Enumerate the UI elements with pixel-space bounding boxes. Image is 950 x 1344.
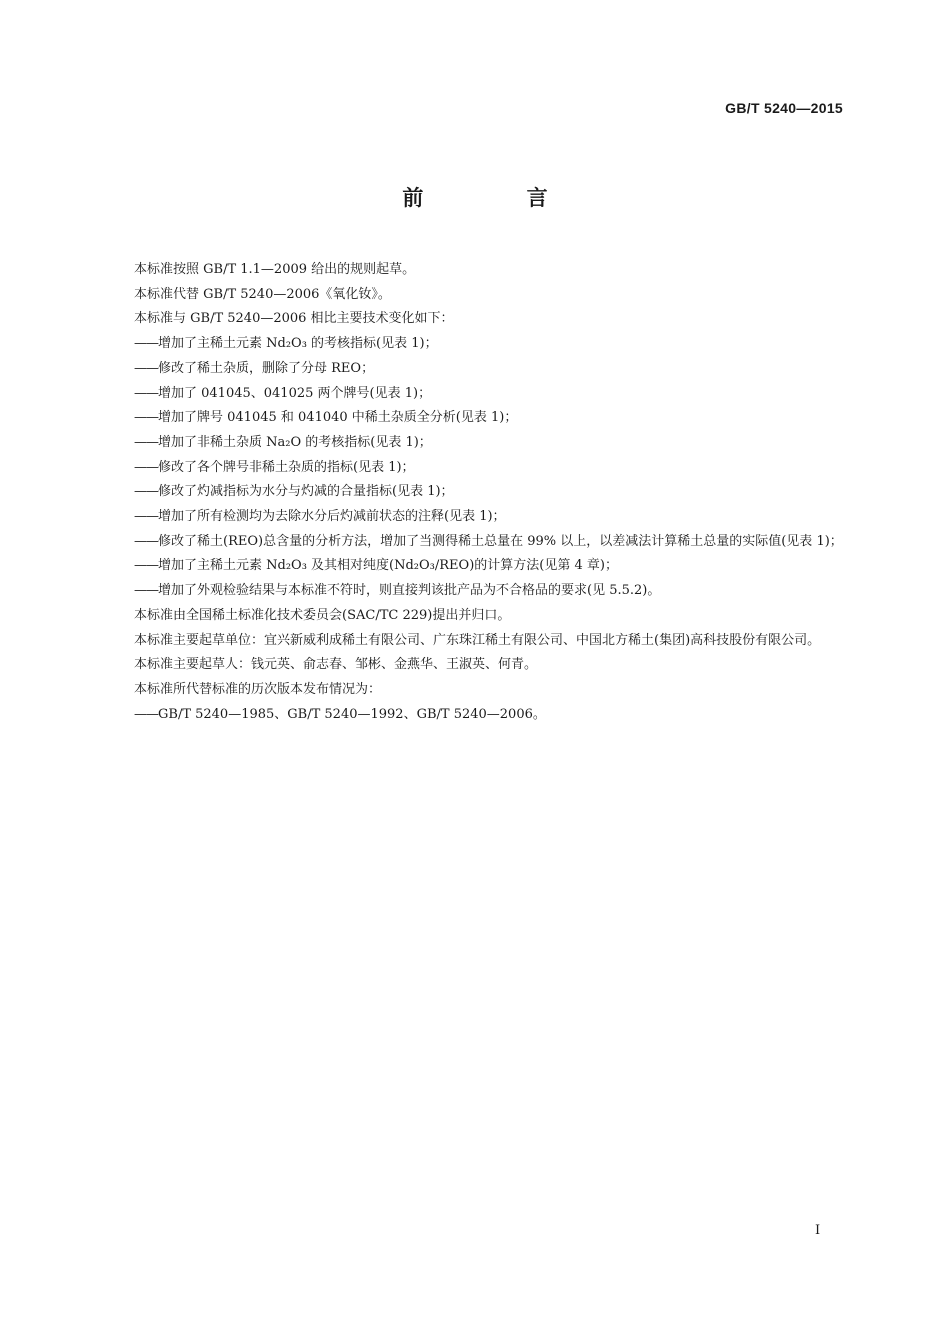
change-item — [108, 406, 844, 431]
change-item — [108, 554, 844, 579]
change-item-text: 增加了牌号 041045 和 041040 中稀土杂质全分析(见表 1)； — [158, 410, 518, 426]
dash-marker: —— — [134, 533, 158, 549]
paragraph-drafters: 本标准主要起草人：钱元英、俞志春、邹彬、金燕华、王淑英、何青。 — [134, 657, 538, 673]
history-item — [108, 703, 844, 728]
paragraph-replaces: 本标准代替 GB/T 5240—2006《氧化钕》。 — [134, 286, 391, 302]
change-item — [108, 332, 844, 357]
paragraph-changes-intro: 本标准与 GB/T 5240—2006 相比主要技术变化如下： — [134, 311, 454, 327]
history-item-text: GB/T 5240—1985、GB/T 5240—1992、GB/T 5240—2006。 — [158, 706, 546, 722]
dash-marker: —— — [134, 434, 158, 450]
paragraph-drafting-rules: 本标准按照 GB/T 1.1—2009 给出的规则起草。 — [134, 262, 416, 277]
paragraph-history-intro: 本标准所代替标准的历次版本发布情况为： — [134, 681, 382, 697]
dash-marker: —— — [134, 336, 158, 352]
change-item — [108, 480, 844, 505]
document-body — [108, 258, 844, 727]
dash-marker: —— — [134, 410, 158, 426]
change-item-text: 修改了各个牌号非稀土杂质的指标(见表 1)； — [158, 459, 415, 475]
change-item-text: 增加了主稀土元素 Nd₂O₃ 的考核指标(见表 1)； — [158, 336, 438, 352]
change-item-text: 增加了外观检验结果与本标准不符时，则直接判该批产品为不合格品的要求(见 5.5.2)。 — [158, 583, 661, 599]
change-item-text: 增加了主稀土元素 Nd₂O₃ 及其相对纯度(Nd₂O₃/REO)的计算方法(见第 4 章)； — [158, 558, 618, 574]
change-item — [108, 505, 844, 530]
change-item-text: 修改了稀土(REO)总含量的分析方法，增加了当测得稀土总量在 99% 以上，以差减法计算稀土总量的实际值(见表 1)； — [158, 533, 843, 549]
change-item — [108, 382, 844, 407]
change-item — [108, 456, 844, 481]
page-number: I — [815, 1223, 821, 1238]
page-title: 前 言 — [402, 186, 596, 210]
dash-marker: —— — [134, 484, 158, 500]
dash-marker: —— — [134, 558, 158, 574]
paragraph-drafting-units: 本标准主要起草单位：宜兴新威利成稀土有限公司、广东珠江稀土有限公司、中国北方稀土(集团)高科技股份有限公司。 — [134, 632, 821, 648]
change-item — [108, 579, 844, 604]
dash-marker: —— — [134, 360, 158, 376]
change-item — [108, 357, 844, 382]
paragraph-proposer: 本标准由全国稀土标准化技术委员会(SAC/TC 229)提出并归口。 — [134, 607, 511, 623]
change-item-text: 增加了非稀土杂质 Na₂O 的考核指标(见表 1)； — [158, 434, 432, 450]
dash-marker: —— — [134, 509, 158, 525]
change-item-text: 增加了 041045、041025 两个牌号(见表 1)； — [158, 385, 432, 401]
standard-number: GB/T 5240—2015 — [725, 100, 843, 116]
change-item — [108, 530, 844, 555]
change-item-text: 修改了稀土杂质，删除了分母 REO； — [158, 360, 375, 376]
dash-marker: —— — [134, 385, 158, 401]
dash-marker: —— — [134, 706, 158, 722]
change-item-text: 增加了所有检测均为去除水分后灼减前状态的注释(见表 1)； — [158, 509, 506, 525]
dash-marker: —— — [134, 459, 158, 475]
change-item — [108, 431, 844, 456]
dash-marker: —— — [134, 583, 158, 599]
change-item-text: 修改了灼减指标为水分与灼减的合量指标(见表 1)； — [158, 484, 454, 500]
